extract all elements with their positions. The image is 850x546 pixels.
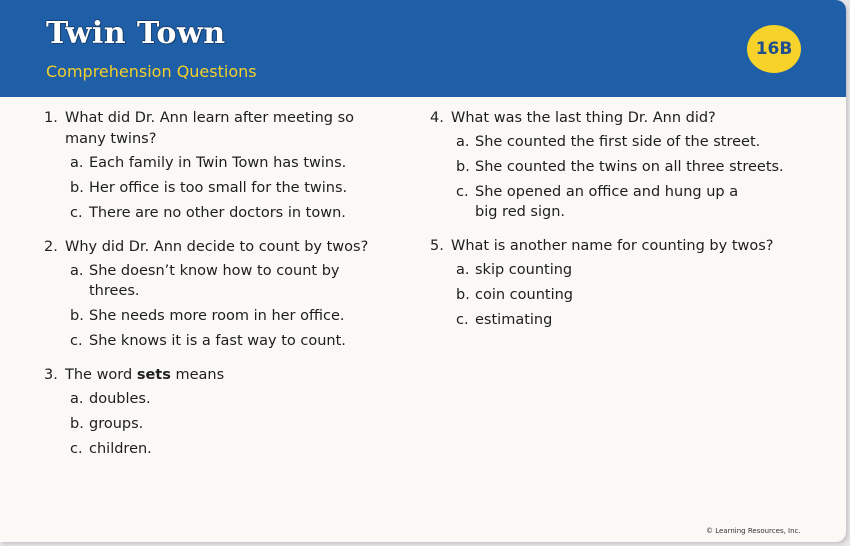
option-letter: b. (70, 308, 84, 324)
option-c (456, 310, 790, 330)
question-text-before: The word (65, 367, 137, 383)
option-letter: a. (70, 263, 84, 279)
options-list (456, 132, 790, 222)
option-text: She doesn’t know how to count by threes. (89, 263, 340, 299)
copyright-notice: © Learning Resources, Inc. (706, 527, 801, 535)
option-text: She knows it is a fast way to count. (89, 333, 346, 349)
question-4 (430, 108, 790, 222)
card-title: Twin Town (46, 16, 226, 51)
option-text: She counted the twins on all three streets. (475, 159, 784, 175)
option-b (70, 414, 394, 434)
option-text: children. (89, 441, 152, 457)
option-letter: a. (456, 134, 470, 150)
option-a (70, 153, 394, 173)
option-a (70, 389, 394, 409)
option-text: coin counting (475, 287, 574, 303)
option-text: groups. (89, 416, 144, 432)
option-text: She opened an office and hung up a big red sign. (475, 184, 739, 220)
option-letter: b. (70, 416, 84, 432)
option-letter: c. (70, 441, 83, 457)
question-text-after: means (170, 367, 225, 383)
option-letter: a. (70, 155, 84, 171)
card-header (0, 0, 846, 97)
option-c (70, 331, 394, 351)
options-list (70, 261, 394, 351)
option-letter: c. (456, 184, 469, 200)
option-text: skip counting (475, 262, 573, 278)
option-letter: c. (456, 312, 469, 328)
option-letter: c. (70, 205, 83, 221)
question-text (65, 365, 394, 386)
option-b (456, 285, 790, 305)
question-text: What did Dr. Ann learn after meeting so many twins? (65, 110, 355, 147)
question-3 (44, 365, 394, 459)
option-a (456, 132, 790, 152)
option-text: Her office is too small for the twins. (89, 180, 348, 196)
vocabulary-word: sets (136, 367, 171, 383)
options-list (70, 153, 394, 223)
options-list (70, 389, 394, 459)
option-b (456, 157, 790, 177)
option-c (70, 439, 394, 459)
question-number: 4. (430, 110, 444, 126)
option-c (70, 203, 394, 223)
question-number: 1. (44, 110, 58, 126)
question-1 (44, 108, 394, 223)
option-text: She needs more room in her office. (89, 308, 345, 324)
question-number: 5. (430, 238, 444, 254)
question-2 (44, 237, 394, 351)
option-letter: c. (70, 333, 83, 349)
option-b (70, 306, 394, 326)
card-number-badge: 16B (747, 25, 801, 73)
question-number: 3. (44, 367, 58, 383)
option-text: doubles. (89, 391, 151, 407)
option-a (456, 260, 790, 280)
left-column (44, 108, 394, 473)
option-letter: b. (456, 159, 470, 175)
question-5 (430, 236, 790, 330)
option-letter: b. (70, 180, 84, 196)
option-text: estimating (475, 312, 553, 328)
option-c (456, 182, 790, 222)
option-a (70, 261, 394, 301)
option-letter: b. (456, 287, 470, 303)
options-list (456, 260, 790, 330)
question-text: Why did Dr. Ann decide to count by twos? (65, 239, 369, 255)
option-letter: a. (70, 391, 84, 407)
option-text: Each family in Twin Town has twins. (89, 155, 347, 171)
question-text: What is another name for counting by twos? (451, 238, 774, 254)
card-subtitle: Comprehension Questions (46, 62, 257, 81)
option-letter: a. (456, 262, 470, 278)
option-text: She counted the first side of the street. (475, 134, 761, 150)
option-b (70, 178, 394, 198)
question-number: 2. (44, 239, 58, 255)
right-column (430, 108, 790, 344)
option-text: There are no other doctors in town. (89, 205, 346, 221)
question-text: What was the last thing Dr. Ann did? (451, 110, 716, 126)
